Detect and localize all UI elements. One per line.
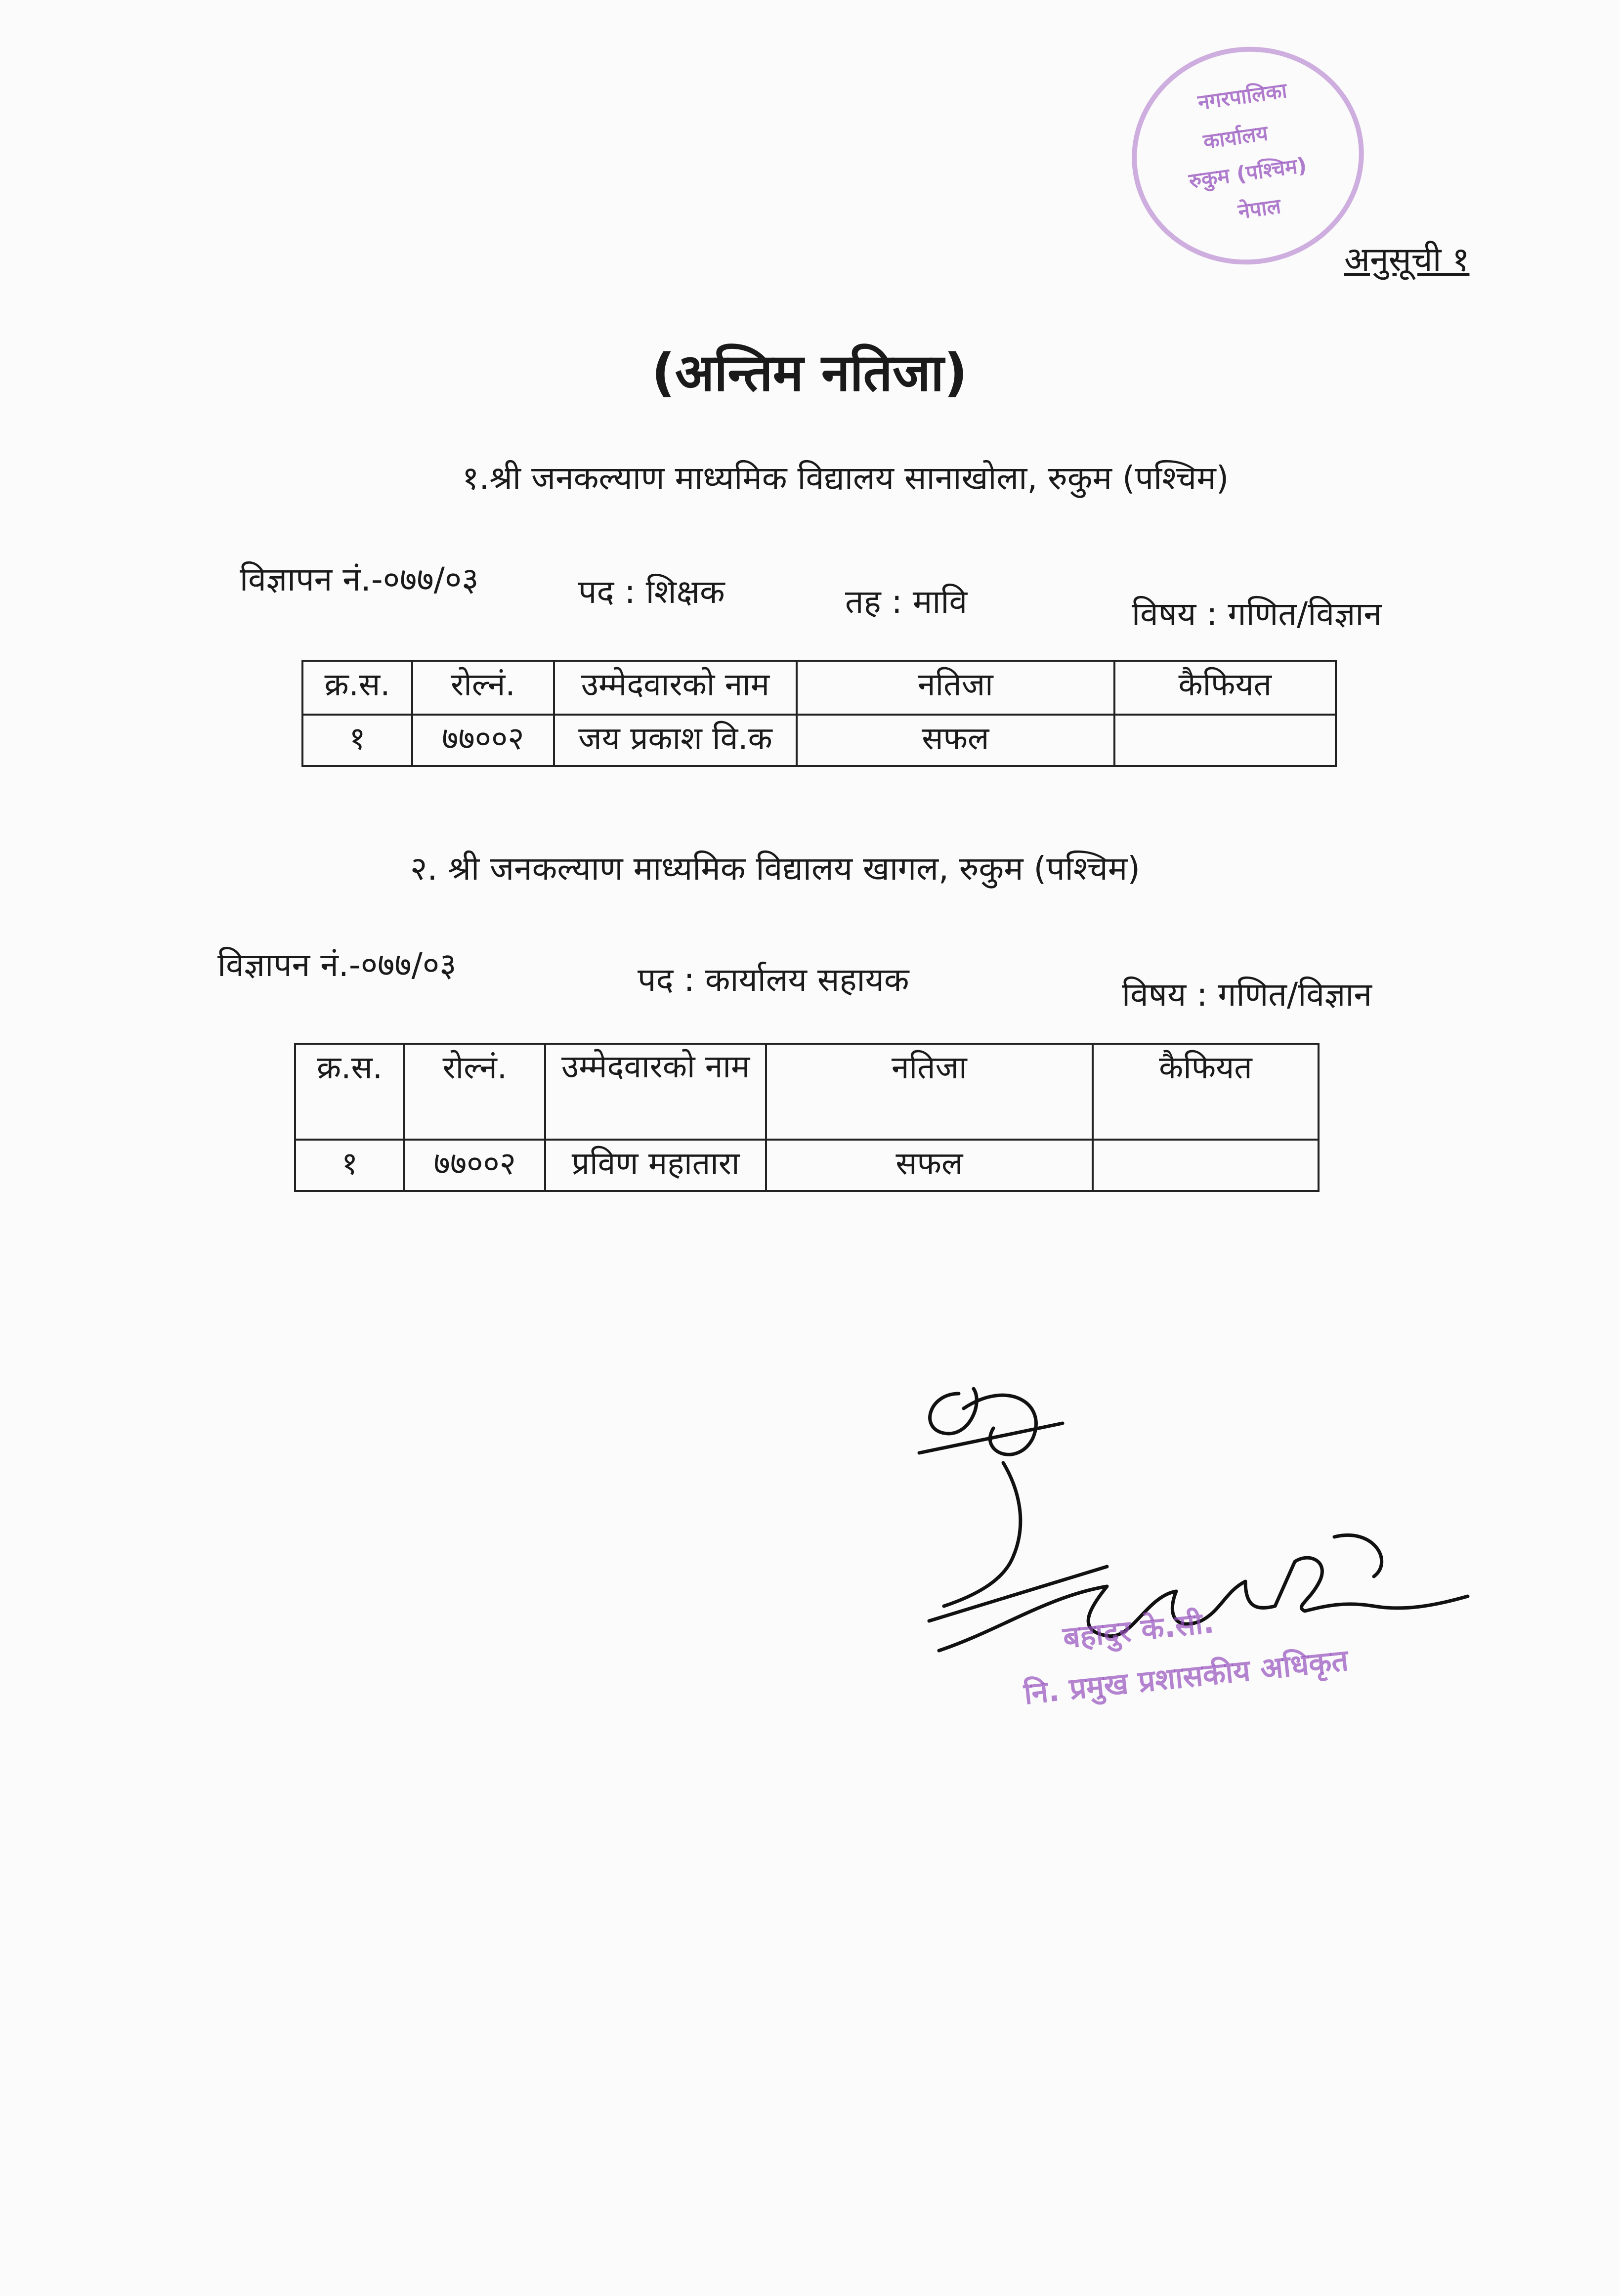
- section-2-post: पद : कार्यालय सहायक: [638, 961, 909, 999]
- col-sn-header: क्र.स.: [302, 661, 412, 715]
- cell-remarks: [1093, 1140, 1319, 1191]
- section-1-post: पद : शिक्षक: [578, 573, 725, 611]
- seal-text-line3: रुकुम (पश्चिम): [1187, 152, 1308, 193]
- col-name-header: उम्मेदवारको नाम: [554, 661, 797, 715]
- section-1-results-table: [301, 660, 1337, 767]
- cell-sn: १: [302, 715, 412, 766]
- col-name-header: उम्मेदवारको नाम: [545, 1044, 766, 1140]
- cell-name: जय प्रकाश वि.क: [554, 715, 797, 766]
- cell-roll: ७७००२: [404, 1140, 545, 1191]
- cell-sn: १: [295, 1140, 404, 1191]
- col-remarks-header: कैफियत: [1114, 661, 1336, 715]
- cell-remarks: [1114, 715, 1336, 766]
- page-title: (अन्तिम नतिजा): [651, 342, 968, 403]
- section-2-ad-no: विज्ञापन नं.-०७७/०३: [217, 946, 457, 984]
- section-1-level: तह : मावि: [845, 583, 968, 621]
- table-row: [295, 1140, 1319, 1191]
- col-roll-header: रोल्नं.: [404, 1044, 545, 1140]
- cell-roll: ७७००२: [412, 715, 554, 766]
- seal-text-line2: कार्यालय: [1201, 121, 1270, 154]
- section-2-heading: २. श्री जनकल्याण माध्यमिक विद्यालय खागल, रुकुम (पश्चिम): [410, 850, 1141, 888]
- section-2-results-table: [294, 1043, 1320, 1192]
- officer-stamp-designation: नि. प्रमुख प्रशासकीय अधिकृत: [1022, 1643, 1350, 1712]
- col-result-header: नतिजा: [766, 1044, 1093, 1140]
- section-2-subject: विषय : गणित/विज्ञान: [1122, 976, 1372, 1014]
- col-roll-header: रोल्नं.: [412, 661, 554, 715]
- cell-name: प्रविण महातारा: [545, 1140, 766, 1191]
- table-row: [302, 715, 1336, 766]
- seal-text-line1: नगरपालिका: [1196, 78, 1289, 115]
- municipality-seal: [1118, 32, 1378, 279]
- col-sn-header: क्र.स.: [295, 1044, 404, 1140]
- officer-stamp-name: बहादुर के.सी.: [1061, 1605, 1216, 1656]
- cell-result: सफल: [766, 1140, 1093, 1191]
- table-header-row: [302, 661, 1336, 715]
- cell-result: सफल: [797, 715, 1114, 766]
- section-1-heading: १.श्री जनकल्याण माध्यमिक विद्यालय सानाखोला, रुकुम (पश्चिम): [462, 459, 1229, 497]
- table-header-row: [295, 1044, 1319, 1140]
- seal-text-line4: नेपाल: [1236, 194, 1282, 224]
- section-1-ad-no: विज्ञापन नं.-०७७/०३: [240, 560, 479, 598]
- col-result-header: नतिजा: [797, 661, 1114, 715]
- section-1-subject: विषय : गणित/विज्ञान: [1132, 595, 1382, 633]
- annex-label: अनुसूची १: [1344, 240, 1470, 279]
- col-remarks-header: कैफियत: [1093, 1044, 1319, 1140]
